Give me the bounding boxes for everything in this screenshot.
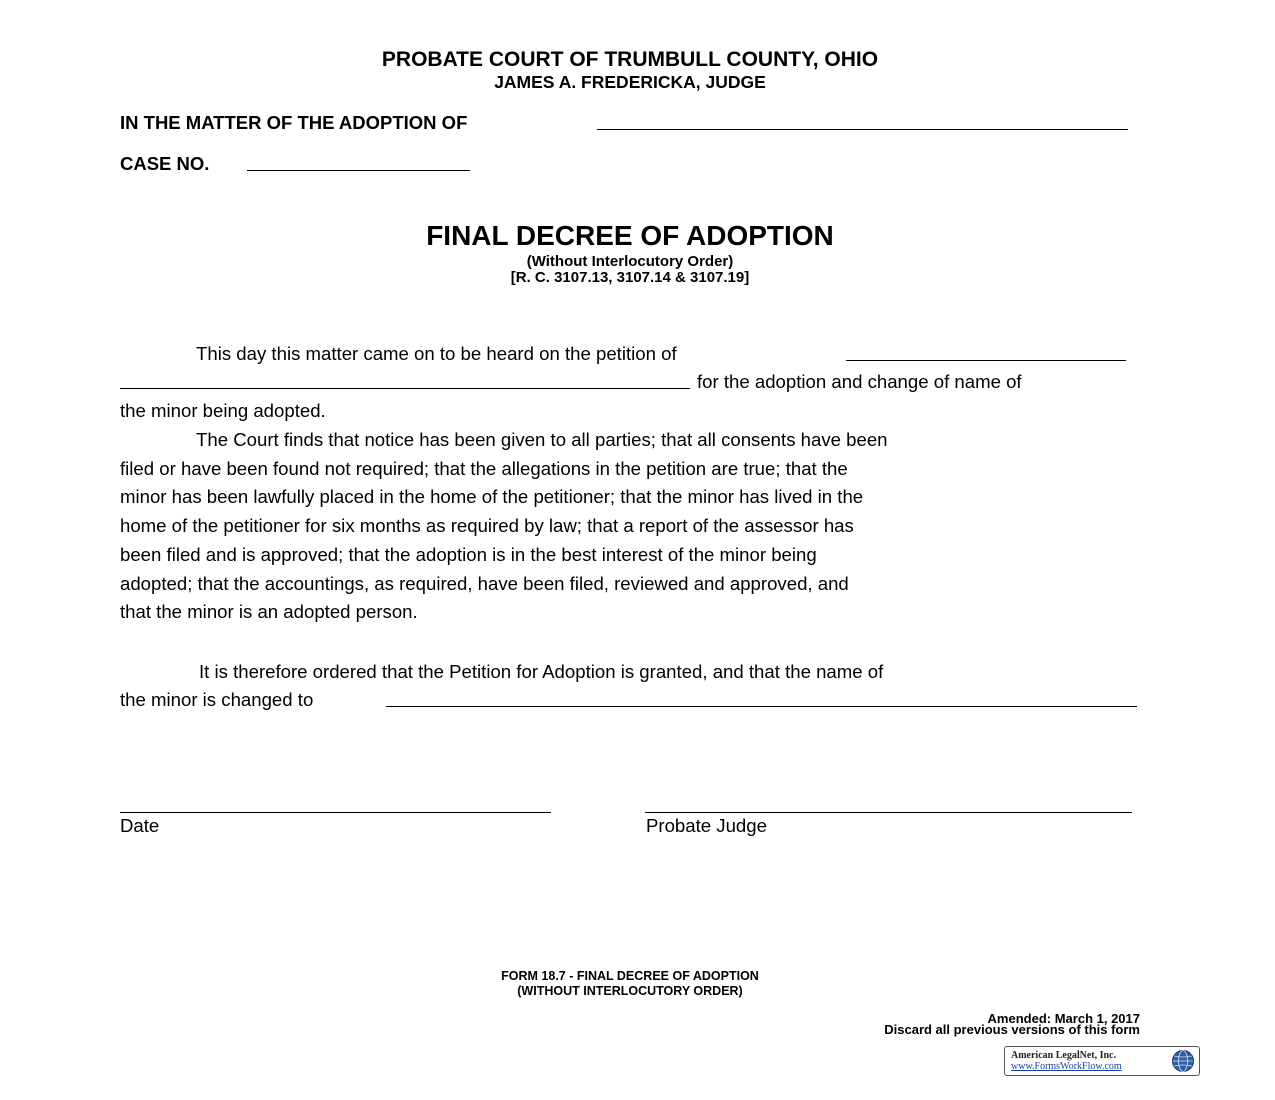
adoption-matter-label: IN THE MATTER OF THE ADOPTION OF [120,112,468,133]
globe-icon [1171,1049,1195,1073]
logo-url-link[interactable]: www.FormsWorkFlow.com [1011,1061,1122,1072]
paragraph-1-line-3: the minor being adopted. [120,400,326,421]
statute-reference: [R. C. 3107.13, 3107.14 & 3107.19] [510,269,750,286]
paragraph-1-line-1: This day this matter came on to be heard on the petition of [196,343,677,364]
judge-name: JAMES A. FREDERICKA, JUDGE [494,72,766,92]
date-label: Date [120,815,160,836]
petitioner-name-field-1[interactable] [846,360,1126,361]
findings-line: filed or have been found not required; that the allegations in the petition are true; that the [120,458,848,479]
date-signature-line[interactable] [120,812,551,813]
logo-company-name: American LegalNet, Inc. [1011,1050,1116,1061]
new-name-field[interactable] [386,706,1137,707]
order-line-1: It is therefore ordered that the Petition for Adoption is granted, and that the name of [199,661,884,682]
findings-line: minor has been lawfully placed in the home of the petitioner; that the minor has lived in the [120,486,864,507]
document-subtitle: (Without Interlocutory Order) [526,253,734,270]
findings-line: adopted; that the accountings, as required, have been filed, reviewed and approved, and [120,573,849,594]
document-title: FINAL DECREE OF ADOPTION [426,220,834,251]
case-number-field[interactable] [247,170,470,171]
case-number-label: CASE NO. [120,153,210,174]
paragraph-1-line-2: for the adoption and change of name of [697,371,1022,392]
petitioner-name-field-2[interactable] [120,388,690,389]
order-line-2: the minor is changed to [120,689,314,710]
form-subtitle: (WITHOUT INTERLOCUTORY ORDER) [517,984,743,998]
probate-judge-label: Probate Judge [646,815,767,836]
court-name: PROBATE COURT OF TRUMBULL COUNTY, OHIO [381,48,879,71]
american-legalnet-logo [1004,1046,1200,1076]
findings-line: home of the petitioner for six months as required by law; that a report of the assessor has [120,515,854,536]
findings-line: The Court finds that notice has been given to all parties; that all consents have been [196,429,888,450]
discard-notice: Discard all previous versions of this form [884,1022,1140,1037]
amended-date: Amended: March 1, 2017 [987,1011,1140,1026]
form-number: FORM 18.7 - FINAL DECREE OF ADOPTION [501,969,759,983]
findings-line: that the minor is an adopted person. [120,601,418,622]
judge-signature-line[interactable] [645,812,1132,813]
adoptee-name-field[interactable] [597,129,1128,130]
findings-line: been filed and is approved; that the adoption is in the best interest of the minor being [120,544,817,565]
